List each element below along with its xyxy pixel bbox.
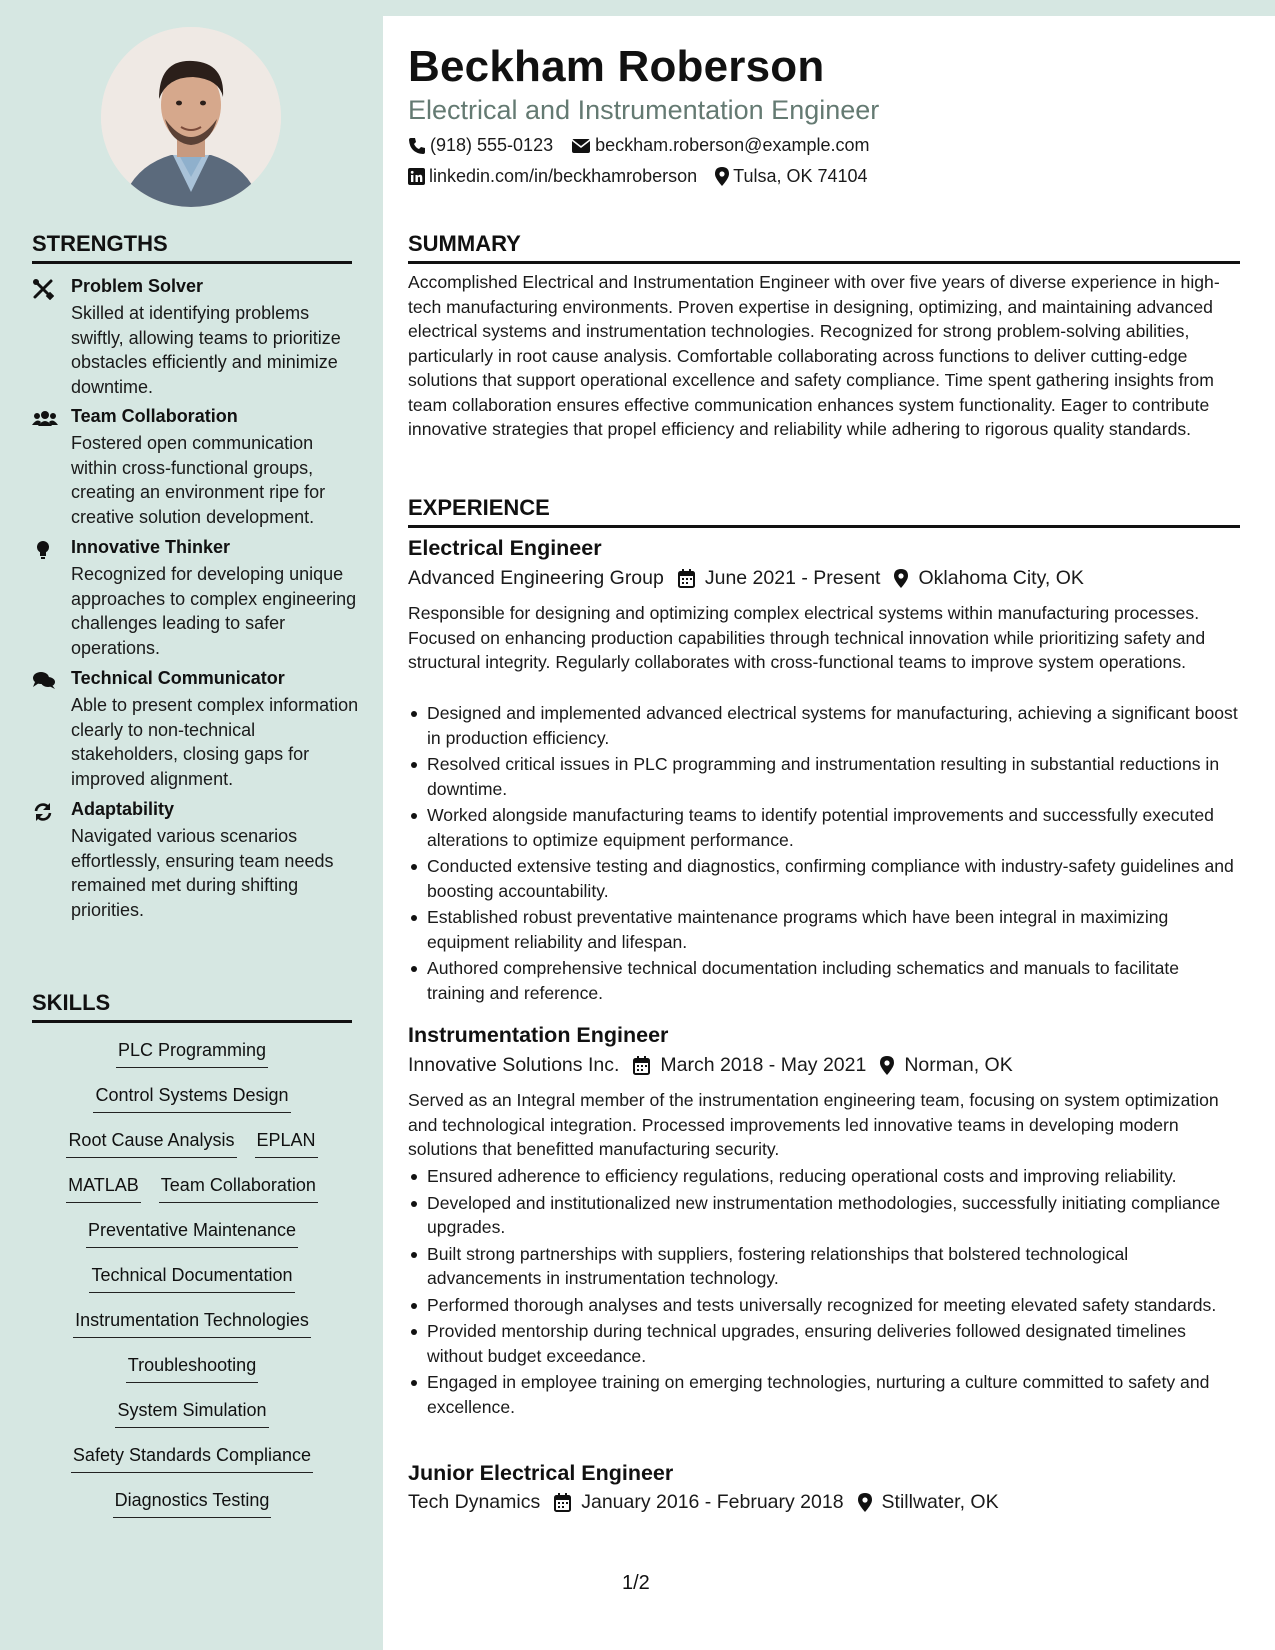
linkedin-text[interactable]: linkedin.com/in/beckhamroberson: [429, 166, 698, 186]
candidate-role: Electrical and Instrumentation Engineer: [408, 95, 880, 125]
job-description: Served as an Integral member of the instrumentation engineering team, focusing on system optimization and technological integration. Processed improvements led innovative teams in developing modern solutions that benefitted manufacturing security.: [408, 1090, 1219, 1159]
skill-tag: System Simulation: [115, 1400, 268, 1428]
location-icon: [858, 1493, 872, 1512]
profile-photo: [101, 27, 281, 207]
job-bullets: [408, 1164, 1240, 1421]
contact-row: [408, 135, 870, 156]
job-title: Junior Electrical Engineer: [408, 1461, 674, 1485]
skill-tag: Team Collaboration: [159, 1175, 318, 1203]
company-name: Tech Dynamics: [408, 1491, 541, 1513]
bullet-item: Worked alongside manufacturing teams to identify potential improvements and successfully executed alterations to optimize equipment performance.: [408, 803, 1240, 852]
bullet-item: Resolved critical issues in PLC programming and instrumentation resulting in substantial reductions in downtime.: [408, 752, 1240, 801]
lightbulb-icon: [32, 539, 54, 561]
location-icon: [894, 569, 908, 588]
skills-title: SKILLS: [32, 990, 111, 1015]
skill-row: [32, 1220, 352, 1248]
location-text: Tulsa, OK 74104: [733, 166, 868, 186]
skill-tag: Root Cause Analysis: [66, 1130, 236, 1158]
summary-title: SUMMARY: [408, 231, 521, 256]
experience-title: EXPERIENCE: [408, 495, 550, 520]
strength-desc: Recognized for developing unique approaches to complex engineering challenges leading to safer operations.: [71, 564, 357, 658]
skill-row: [32, 1490, 352, 1518]
email-icon: [571, 138, 595, 154]
strength-title: Team Collaboration: [71, 406, 238, 426]
strengths-title: STRENGTHS: [32, 231, 168, 256]
contact-row: [408, 166, 868, 187]
job-meta: [408, 567, 1084, 590]
company-name: Innovative Solutions Inc.: [408, 1054, 620, 1076]
strength-desc: Fostered open communication within cross-functional groups, creating an environment ripe for creative solution development.: [71, 433, 326, 527]
skill-tag: Technical Documentation: [89, 1265, 294, 1293]
page-number: 1/2: [622, 1572, 650, 1594]
skills-rule: [32, 1020, 352, 1023]
candidate-name: Beckham Roberson: [408, 42, 825, 91]
skill-row: [32, 1265, 352, 1293]
calendar-icon: [633, 1056, 650, 1075]
summary-rule: [408, 261, 1240, 264]
location-icon: [880, 1056, 894, 1075]
job-dates: June 2021 - Present: [704, 567, 881, 589]
bullet-item: Conducted extensive testing and diagnostics, confirming compliance with industry-safety guidelines and boosting accountability.: [408, 854, 1240, 903]
skill-row: [32, 1175, 352, 1203]
calendar-icon: [678, 569, 695, 588]
bullet-item: Developed and institutionalized new instrumentation methodologies, successfully initiating compliance upgrades.: [408, 1191, 1240, 1240]
tools-icon: [32, 278, 54, 300]
job-bullets: [408, 701, 1240, 1007]
skill-row: [32, 1040, 352, 1068]
linkedin-icon: [408, 168, 429, 185]
bullet-item: Designed and implemented advanced electrical systems for manufacturing, achieving a significant boost in production efficiency.: [408, 701, 1240, 750]
job-meta: [408, 1491, 999, 1514]
skill-row: [32, 1130, 352, 1158]
job-dates: January 2016 - February 2018: [581, 1491, 844, 1513]
skill-row: [32, 1445, 352, 1473]
job-title: Electrical Engineer: [408, 536, 602, 560]
users-icon: [32, 408, 54, 430]
skill-tag: EPLAN: [255, 1130, 318, 1158]
summary-text: Accomplished Electrical and Instrumentation Engineer with over five years of diverse experience in high-tech manufacturing environments. Proven expertise in designing, optimizing, and maintaining advanced electrical systems and instrumentation technologies. Recognized for strong problem-solving abilities, particularly in root cause analysis. Comfortable collaborating across functions to deliver cutting-edge solutions that support operational excellence and safety compliance. Time spent gathering insights from team collaboration ensures effective communication enhances system functionality. Eager to contribute innovative strategies that propel efficiency and reliability while adhering to rigorous quality standards.: [408, 272, 1220, 439]
bullet-item: Provided mentorship during technical upgrades, ensuring deliveries followed designated timelines without budget exceedance.: [408, 1319, 1240, 1368]
location-icon: [715, 167, 733, 186]
strength-desc: Navigated various scenarios effortlessly, ensuring team needs remained met during shifting priorities.: [71, 826, 334, 920]
skill-tag: Control Systems Design: [93, 1085, 290, 1113]
strength-title: Adaptability: [71, 799, 175, 819]
bullet-item: Ensured adherence to efficiency regulations, reducing operational costs and improving reliability.: [408, 1164, 1240, 1189]
calendar-icon: [554, 1493, 571, 1512]
skill-row: [32, 1310, 352, 1338]
sync-icon: [32, 801, 54, 823]
bullet-item: Built strong partnerships with suppliers, fostering relationships that bolstered technological advancements in instrumentation technology.: [408, 1242, 1240, 1291]
strengths-rule: [32, 261, 352, 264]
job-meta: [408, 1054, 1013, 1077]
comments-icon: [32, 670, 54, 692]
skill-tag: Preventative Maintenance: [86, 1220, 298, 1248]
bullet-item: Engaged in employee training on emerging technologies, nurturing a culture committed to safety and excellence.: [408, 1370, 1240, 1419]
experience-rule: [408, 525, 1240, 528]
bullet-item: Established robust preventative maintenance programs which have been integral in maximizing equipment reliability and lifespan.: [408, 905, 1240, 954]
phone-text[interactable]: (918) 555-0123: [430, 135, 554, 155]
company-name: Advanced Engineering Group: [408, 567, 664, 589]
phone-icon: [408, 137, 430, 155]
strength-desc: Skilled at identifying problems swiftly, allowing teams to prioritize obstacles efficiently and minimize downtime.: [71, 303, 341, 397]
skill-tag: Troubleshooting: [126, 1355, 258, 1383]
strength-desc: Able to present complex information clearly to non-technical stakeholders, closing gaps for improved alignment.: [71, 695, 359, 789]
skill-tag: Diagnostics Testing: [113, 1490, 272, 1518]
job-title: Instrumentation Engineer: [408, 1023, 669, 1047]
skill-row: [32, 1355, 352, 1383]
skill-tag: PLC Programming: [116, 1040, 268, 1068]
bullet-item: Authored comprehensive technical documentation including schematics and manuals to facilitate training and reference.: [408, 956, 1240, 1005]
job-location: Norman, OK: [904, 1054, 1013, 1076]
strength-title: Problem Solver: [71, 276, 204, 296]
job-location: Stillwater, OK: [881, 1491, 999, 1513]
job-dates: March 2018 - May 2021: [660, 1054, 867, 1076]
job-location: Oklahoma City, OK: [918, 567, 1084, 589]
bullet-item: Performed thorough analyses and tests universally recognized for meeting elevated safety standards.: [408, 1293, 1240, 1318]
skill-row: [32, 1085, 352, 1113]
skill-tag: Safety Standards Compliance: [71, 1445, 313, 1473]
job-description: Responsible for designing and optimizing complex electrical systems within manufacturing processes. Focused on enhancing production capabilities through technical innovation while prioritizing safety and structural integrity. Regularly collaborates with cross-functional teams to improve system operations.: [408, 603, 1206, 672]
skill-tag: Instrumentation Technologies: [73, 1310, 311, 1338]
skill-row: [32, 1400, 352, 1428]
skill-tag: MATLAB: [66, 1175, 141, 1203]
email-text[interactable]: beckham.roberson@example.com: [595, 135, 870, 155]
strength-title: Innovative Thinker: [71, 537, 231, 557]
strength-title: Technical Communicator: [71, 668, 285, 688]
